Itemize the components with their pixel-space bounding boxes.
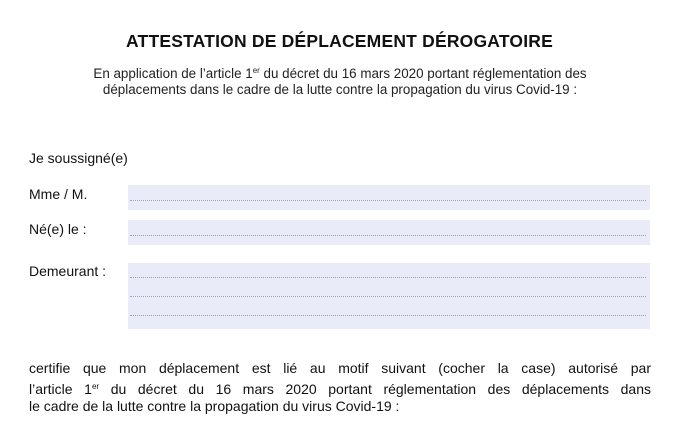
address-field-dotted-line-2 (130, 296, 646, 297)
name-field-dotted-line (130, 200, 646, 201)
undersigned-label: Je soussigné(e) (29, 150, 128, 166)
name-label: Mme / M. (29, 186, 88, 202)
birth-date-label: Né(e) le : (29, 221, 87, 237)
address-field-dotted-line-1 (130, 277, 646, 278)
certification-line-2 (29, 378, 651, 399)
intro-line1-rest: du décret du 16 mars 2020 portant réglementation des (259, 66, 587, 81)
name-field[interactable] (128, 185, 650, 210)
intro-line1-text: En application de l’article 1 (93, 66, 253, 81)
document-title: ATTESTATION DE DÉPLACEMENT DÉROGATOIRE (126, 31, 553, 51)
certification-line-3: le cadre de la lutte contre la propagation du virus Covid-19 : (29, 398, 400, 414)
certification-line2-rest: du décret du 16 mars 2020 portant réglementation des déplacements dans (99, 380, 651, 397)
address-label: Demeurant : (29, 263, 107, 279)
address-field-dotted-line-3 (130, 315, 646, 316)
certification-line-1: certifie que mon déplacement est lié au motif suivant (cocher la case) autorisé par (29, 360, 651, 376)
certification-ordinal-superscript: er (91, 381, 100, 391)
intro-paragraph (40, 63, 640, 98)
birth-date-field[interactable] (128, 220, 650, 245)
intro-ordinal-superscript: er (252, 66, 260, 75)
certification-line2-text: l’article 1 (29, 380, 92, 397)
certification-paragraph (29, 360, 651, 416)
intro-line2-text: déplacements dans le cadre de la lutte contre la propagation du virus Covid-19 : (102, 82, 578, 97)
birth-date-field-dotted-line (130, 235, 646, 236)
address-field[interactable] (128, 263, 650, 329)
